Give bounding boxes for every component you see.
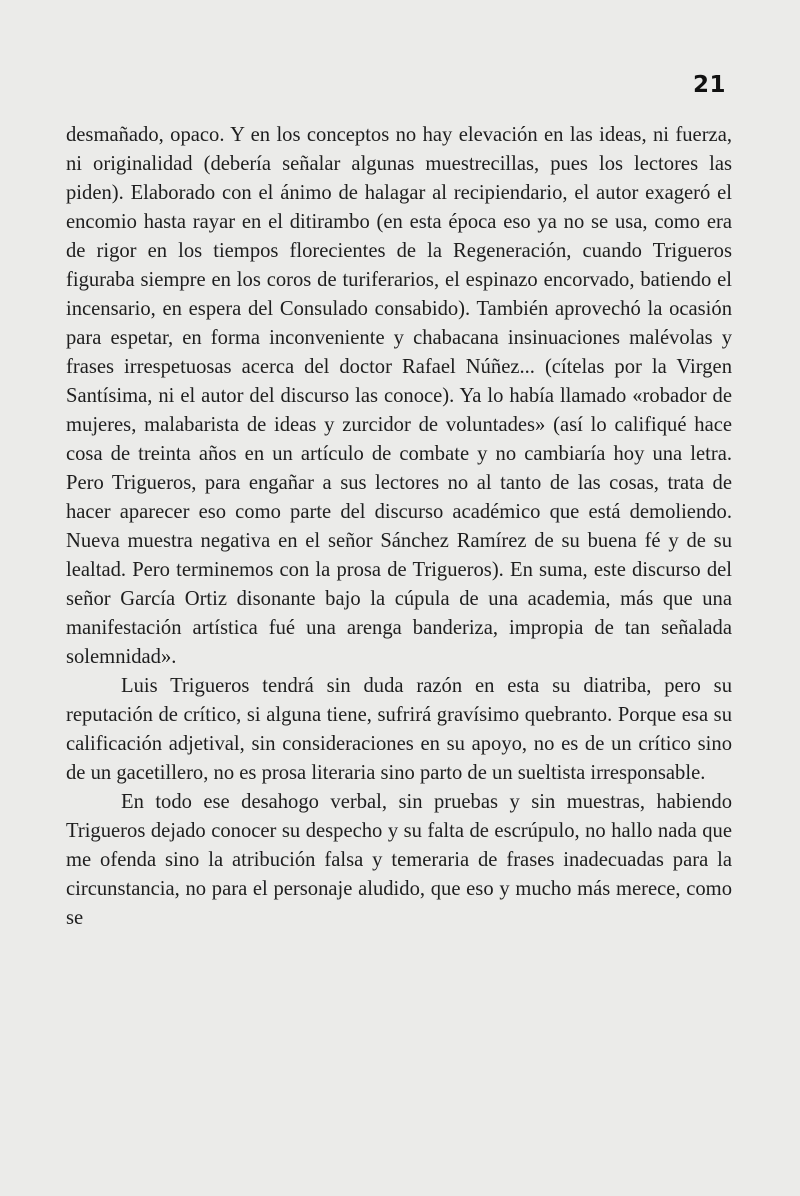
page-number: 21 xyxy=(692,72,726,98)
paragraph-3: En todo ese desahogo verbal, sin pruebas y sin muestras, habiendo Trigueros dejado conocer su despecho y su falta de escrúpulo, no hallo nada que me ofenda sino la atribución falsa y temeraria de frases inadecuadas para la circunstancia, no para el personaje aludido, que eso y mucho más merece, como se xyxy=(66,791,732,929)
body-text xyxy=(66,121,732,933)
paragraph-1: desmañado, opaco. Y en los conceptos no hay elevación en las ideas, ni fuerza, ni originalidad (debería señalar algunas muestrecillas, pues los lectores las piden). Elaborado con el ánimo de halagar al recipiendario, el autor exageró el encomio hasta rayar en el ditirambo (en esta época eso ya no se usa, como era de rigor en los tiempos florecientes de la Regeneración, cuando Trigueros figuraba siempre en los coros de turiferarios, el espinazo encorvado, batiendo el incensario, en espera del Consulado consabido). También aprovechó la ocasión para espetar, en forma inconveniente y chabacana insinuaciones malévolas y frases irrespetuosas acerca del doctor Rafael Núñez... (cítelas por la Virgen Santísima, ni el autor del discurso las conoce). Ya lo había llamado «robador de mujeres, malabarista de ideas y zurcidor de voluntades» (así lo califiqué hace cosa de treinta años en un artículo de combate y no cambiaría hoy una letra. Pero Trigueros, para engañar a sus lectores no al tanto de las cosas, trata de hacer aparecer eso como parte del discurso académico que está demoliendo. Nueva muestra negativa en el señor Sánchez Ramírez de su buena fé y de su lealtad. Pero terminemos con la prosa de Trigueros). En suma, este discurso del señor García Ortiz disonante bajo la cúpula de una academia, más que una manifestación artística fué una arenga banderiza, impropia de tan señalada solemnidad». xyxy=(66,124,732,668)
paragraph-2: Luis Trigueros tendrá sin duda razón en esta su diatriba, pero su reputación de crítico, si alguna tiene, sufrirá gravísimo quebranto. Porque esa su calificación adjetival, sin consideraciones en su apoyo, no es de un crítico sino de un gacetillero, no es prosa literaria sino parto de un sueltista irresponsable. xyxy=(66,675,732,784)
